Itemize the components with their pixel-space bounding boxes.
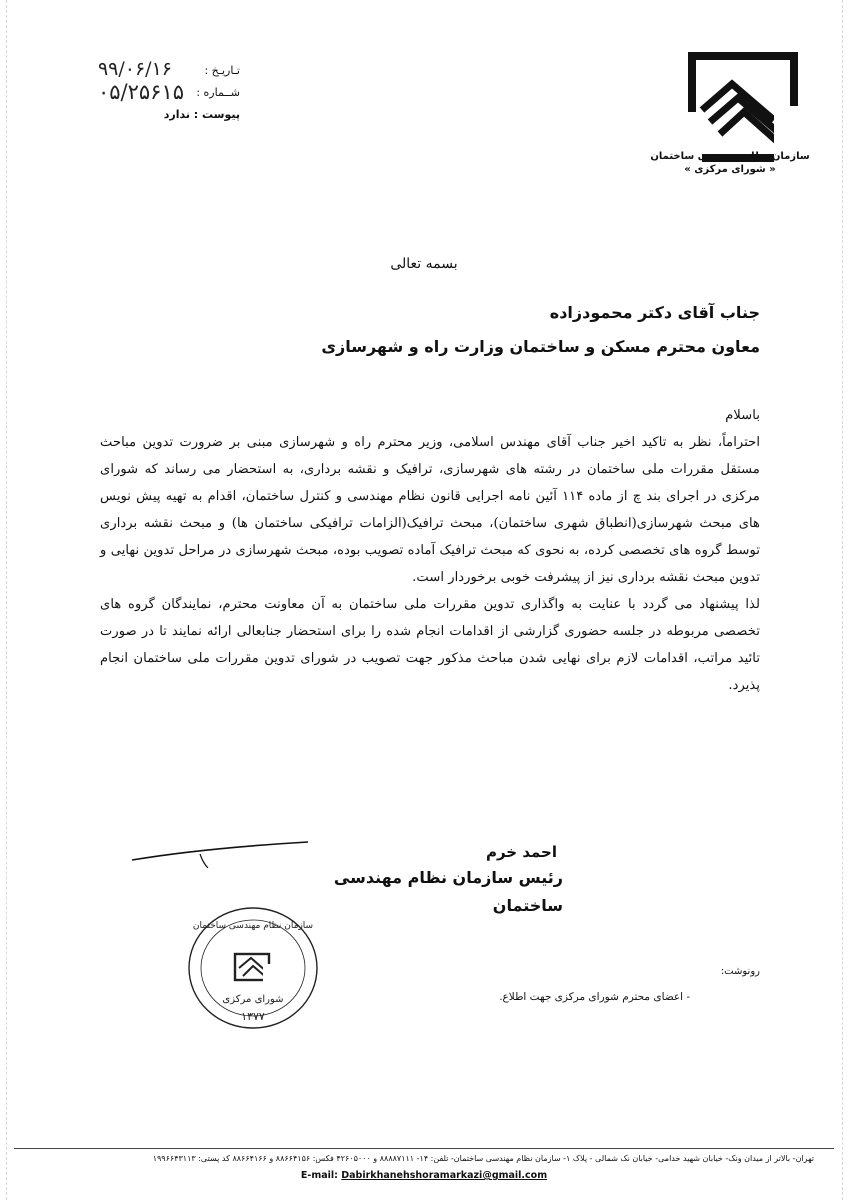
number-value: ۰۵/۲۵۶۱۵ xyxy=(97,80,184,104)
date-label: تـاریـخ : xyxy=(204,64,240,77)
cc-item: - اعضای محترم شورای مرکزی جهت اطلاع. xyxy=(499,991,690,1003)
body-paragraph-1: احتراماً، نظر به تاکید اخیر جناب آقای مهندس اسلامی، وزیر محترم راه و شهرسازی مبنی بر ضرورت تدوین مباحث مستقل مقررات ملی ساختمان در رشته های شهرسازی، ترافیک و نقشه برداری، به استحضار می رساند که شورای مرکزی در اجرای بند چ از ماده ۱۱۴ آئین نامه اجرایی قانون نظام مهندسی و کنترل ساختمان، اقدام به تهیه پیش نویس های مبحث شهرسازی(انطباق شهری ساختمان)، مبحث ترافیک(الزامات ترافیکی ساختمان ها) و مبحث نقشه برداری توسط گروه های تخصصی کرده، به نحوی که مبحث ترافیک آماده تصویب بوده، مبحث شهرسازی در مراحل تدوین نهایی و تدوین مبحث نقشه برداری نیز از پیشرفت خوبی برخوردار است. xyxy=(100,435,760,585)
cc-label: رونوشت: xyxy=(720,966,760,977)
organization-logo-icon xyxy=(688,52,798,162)
footer-email-address[interactable]: Dabirkhanehshoramarkazi@gmail.com xyxy=(341,1170,548,1181)
addressee-line2: معاون محترم مسکن و ساختمان وزارت راه و شهرسازی xyxy=(321,337,760,356)
signer-name: احمد خرم xyxy=(485,843,557,861)
body-paragraph-2: لذا پیشنهاد می گردد با عنایت به واگذاری تدوین مقررات ملی ساختمان به آن معاونت محترم، نمایندگان گروه های تخصصی مربوطه در جلسه حضوری گزارشی از اقدامات انجام شده را برای استحضار جنابعالی ارائه نمایند تا در صورت تائید مراتب، اقدامات لازم برای نهایی شدن مباحث مذکور جهت تصویب در شورای تدوین مقررات ملی ساختمان انجام پذیرد. xyxy=(100,597,760,693)
number-label: شــماره : xyxy=(196,86,240,99)
official-seal-icon xyxy=(183,898,323,1038)
letter-meta xyxy=(20,60,240,126)
footer-email xyxy=(0,1170,848,1181)
scan-edge-right xyxy=(842,0,844,1200)
carbon-copy xyxy=(360,966,760,1003)
footer-address: تهران- بالاتر از میدان ونک- خیابان شهید خدامی- خیابان نک شمالی - پلاک ۱- سازمان نظام مهندسی ساختمان- تلفن: ۱۴- ۸۸۸۸۷۱۱۱ و ۴۲۶۰۵۰۰۰ فکس: ۸۸۶۶۴۱۵۶ و ۸۸۶۶۴۱۶۶ کد پستی: ۱۹۹۶۶۴۳۱۱۳ xyxy=(152,1154,814,1163)
seal-text-top: سازمان نظام مهندسی ساختمان xyxy=(192,921,314,931)
date-row xyxy=(20,60,240,82)
footer-email-label: E-mail: xyxy=(300,1170,338,1181)
greeting: باسلام xyxy=(725,408,760,423)
bismillah: بسمه تعالی xyxy=(390,256,458,272)
scan-edge-left xyxy=(6,0,8,1200)
seal-year: ۱۳۷۷ xyxy=(241,1010,265,1023)
addressee-line1: جناب آقای دکتر محمودزاده xyxy=(549,303,760,322)
addressee xyxy=(240,300,760,360)
organization-name-line1: سازمان نظام مهندسی ساختمان xyxy=(650,151,810,162)
letter-body xyxy=(100,402,760,699)
footer-divider xyxy=(14,1148,834,1149)
date-value: ۹۹/۰۶/۱۶ xyxy=(97,58,172,80)
seal-text-bottom: شورای مرکزی xyxy=(222,994,284,1005)
number-row xyxy=(20,82,240,104)
signer-title: رئیس سازمان نظام مهندسی ساختمان xyxy=(333,868,563,915)
attachment-row xyxy=(20,104,240,126)
attachment-text: پیوست : ندارد xyxy=(163,108,240,121)
organization-name-line2: « شورای مرکزی » xyxy=(684,164,776,175)
organization-name xyxy=(640,150,820,176)
